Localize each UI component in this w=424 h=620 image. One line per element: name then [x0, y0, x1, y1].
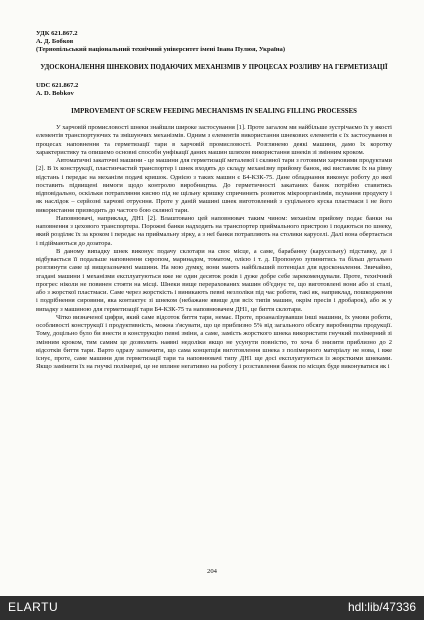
author-uk: А. Д. Бобков	[36, 38, 74, 46]
body-paragraph: Автоматичні закаточні машини - це машини для герметизації металевої і скляної тари з готовими харчовими продуктами [2]. В їх конструкції, пластинчастий транспортер і шнек входять до складу механізму прийому банок, які виставляє їх на рівну відстань і передає на механізм подачі кришок. Однією з таких машин є Б4-КЗК-75. Дане обладнання виконує роботу до якої поставить підвищені вимоги щодо контролю виробництва. До герметичності закатаних банок потрібно ставитись відповідально, оскільки потрапляння кисню під не щільну кришку спричинить розвиток мікроорганізмів, псування продукту і як наслідок – серйозні харчові отруєння. Проте у даній машині шнек виготовлений з суцільного куска пластмаси і не його використання призводить до частого бою скляної тари.	[36, 157, 392, 214]
body-paragraph: В даному випадку шнек виконує подачу склотари на своє місце, а саме, барабанну (карусельну) підставку, де і відбувається її подальше наповнення сиропом, маринадом, томатом, олією і т. д. Пропоную зупинитись та більш детально розглянути саме ці вищезазначені машини. На мою думку, вони мають найбільший потенціал для вдосконалення. Звичайно, згадані машини і механізми експлуатуються вже не один десяток років і дуже добре себе зарекомендували. Проте, технічний прогрес ніколи не повинен стояти на місці. Шнеки вище перерахованих машин об'єднує те, що виготовлені вони або зі сталі, або з жорсткої пластмаси. Саме через жорсткість і виникають певні незлоліки під час роботи, такі як, наприклад, пошкодження і подрібнення сировини, яка контактує зі шнеком (небажане явище для всіх типів машин, окрім пресів і дробарок), або ж у випадку з машиною для герметизації тари Б4-КЗК-75 та наповнювачем ДН1, це биття склотари.	[36, 247, 392, 313]
udc-uk: УДК 621.867.2	[36, 30, 78, 37]
body-paragraph: У харчовій промисловості шнеки знайшли широке застосування [1]. Проте загалом ми найбільше зустрічаємо їх у якості елементів транспортуючих та змішуючих механізмів. Одним з елементів використання шнекових елементів є їх застосування в процесах наповнення та герметизації тари в харчовій промисловості. Розглянемо деякі машини, дамо їх коротку характеристику та опишемо основні способи унфікації даних машин шляхом використання шнеків зі змінним кроком.	[36, 124, 392, 156]
affiliation-uk: (Тернопільський національний технічний університет імені Івана Пулюя, Україна)	[36, 46, 286, 54]
page-number: 204	[207, 568, 217, 575]
body-paragraph: Наповнювачі, наприклад, ДН1 [2]. Влаштовано цей наповнювач таким чином: механізм прийому подає банки на наповнення з цехового транспортера. Порожні банки надходять на транспортер приймального пристрою і подаються по шнеку, який розділяє їх за кроком і передає на приймальну зірку, а з неї банки потрапляють на столики каруселі. Далі вона обертається і підіймаються до дозатора.	[36, 214, 392, 247]
author-en: A. D. Bobkov	[36, 90, 74, 98]
footer-bar	[0, 596, 424, 620]
body-paragraph: Чітко визначеної цифри, який саме відсоток биття тари, немає. Проте, проаналізувавши інші машини, їх умови роботи, особливості конструкції і продуктивність, можна з'ясувати, що це приблизно 5% від загального обсягу виробництва продукції. Тому, доцільно було би внести в конструкцію певні зміни, а саме, замість жорсткого шнека використати гнучкий полімерний зі змінним кроком, тим самим це дозволить наявні недоліки якщо не усунути повністю, то хоча б знизити приблизно до 2 відсотків биття тари. Варто одразу зазначити, що сама концепція виготовлення шнека з полімерного матеріалу не нова, і вже існує, проте, саме машини для герметизації тари та наповнювачі типу ДН1 ще досі експлуатуються із жорсткими шнеками. Якщо замінити їх на гнучкі полімерні, це не вплине негативно на роботу і розставлення банок по місцях буде виконуватися як і	[36, 313, 392, 371]
footer-repository-name[interactable]: ELARTU	[8, 600, 59, 614]
title-en: IMPROVEMENT OF SCREW FEEDING MECHANISMS IN SEALING FILLING PROCESSES	[71, 107, 357, 115]
title-uk: УДОСКОНАЛЕННЯ ШНЕКОВИХ ПОДАЮЧИХ МЕХАНІЗМІВ У ПРОЦЕСАХ РОЗЛИВУ НА ГЕРМЕТИЗАЦІЇ	[40, 63, 388, 71]
udc-en: UDC 621.867.2	[36, 82, 79, 90]
article-content	[36, 30, 392, 372]
footer-handle-link[interactable]: hdl:lib/47336	[347, 600, 416, 614]
